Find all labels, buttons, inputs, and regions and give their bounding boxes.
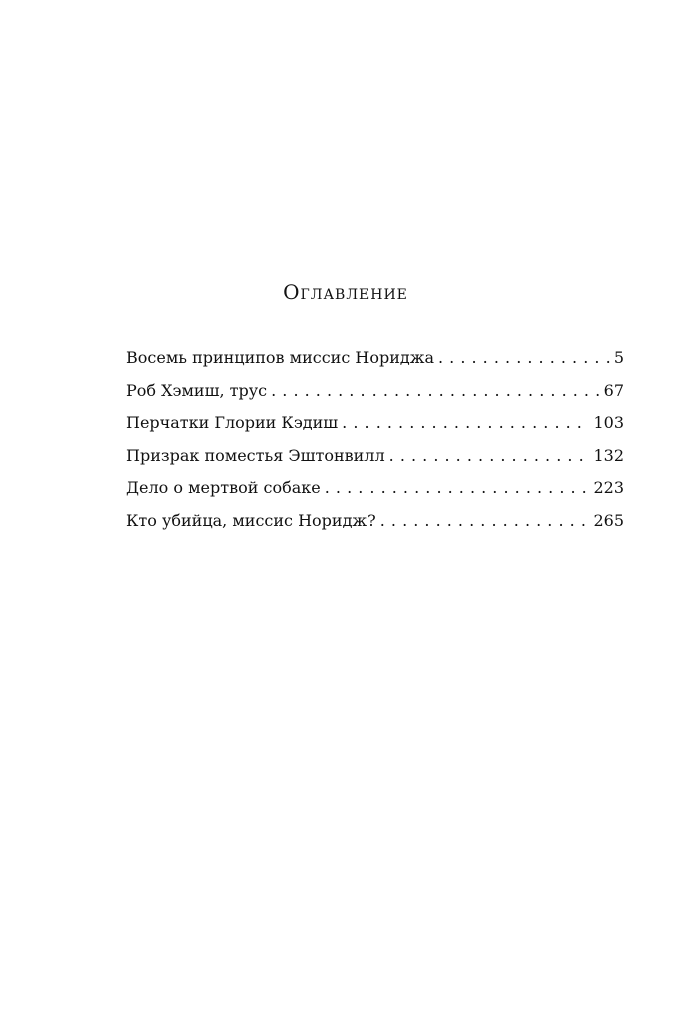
toc-entry-title: Кто убийца, миссис Норидж? — [126, 510, 376, 530]
toc-entry-page: 5 — [613, 348, 624, 367]
toc-entry[interactable] — [126, 472, 624, 505]
toc-entry-page: 223 — [593, 478, 624, 497]
dot-leader — [389, 440, 590, 473]
toc-entry-page: 67 — [603, 380, 624, 400]
dot-leader — [380, 505, 590, 538]
toc-entry-title: Дело о мертвой собаке — [126, 478, 321, 497]
dot-leader — [438, 342, 610, 375]
toc-entry[interactable] — [126, 407, 624, 440]
toc-entry-page: 103 — [593, 413, 624, 432]
toc-entry[interactable] — [126, 505, 624, 538]
toc-title: Оглавление — [283, 280, 408, 304]
toc-list — [126, 342, 624, 537]
toc-entry-title: Призрак поместья Эштонвилл — [126, 445, 385, 465]
toc-entry[interactable] — [126, 375, 624, 408]
dot-leader — [342, 407, 589, 440]
dot-leader — [271, 375, 600, 408]
toc-entry-page: 265 — [593, 510, 624, 530]
toc-entry[interactable] — [126, 440, 624, 473]
dot-leader — [325, 472, 590, 505]
toc-entry-title: Перчатки Глории Кэдиш — [126, 413, 339, 432]
toc-entry[interactable] — [126, 342, 624, 375]
toc-entry-page: 132 — [593, 445, 624, 465]
toc-entry-title: Роб Хэмиш, трус — [126, 380, 268, 400]
toc-entry-title: Восемь принципов миссис Нориджа — [126, 348, 434, 367]
